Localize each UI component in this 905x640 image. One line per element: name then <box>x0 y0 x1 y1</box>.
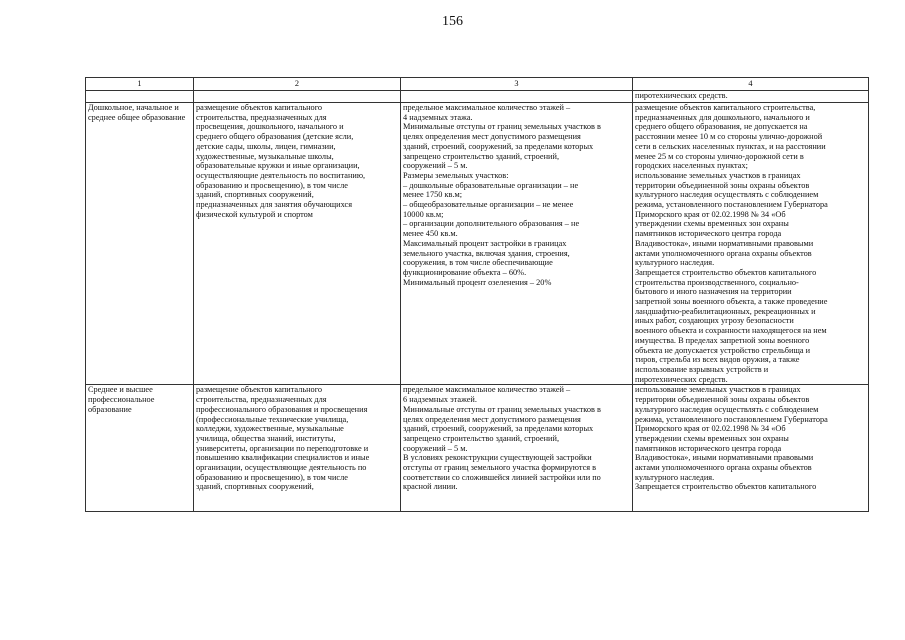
continuation-row <box>86 91 869 103</box>
column-number-2: 2 <box>194 78 401 91</box>
text-line: В условиях реконструкции существующей застройки <box>403 453 592 463</box>
text-line: культурного наследия. <box>635 258 715 268</box>
text-line: зданий, спортивных сооружений, <box>196 190 314 200</box>
table-row <box>86 385 869 512</box>
text-line: актами уполномоченного органа охраны объектов <box>635 463 812 473</box>
text-line: Запрещается строительство объектов капитального <box>635 482 817 492</box>
column-number-3: 3 <box>401 78 633 91</box>
text-line: территории объединенной зоны охраны объектов <box>635 395 810 405</box>
text-line: размещение объектов капитального <box>196 385 323 395</box>
text-line: предельное максимальное количество этажей – <box>403 385 571 395</box>
text-line: памятников исторического центра города <box>635 443 782 453</box>
text-line: утверждении схемы временных зон охраны <box>635 433 789 443</box>
text-line: тиров, стрельба из всех видов оружия, а также <box>635 355 800 365</box>
text-line: режима, установленного постановлением Губернатора <box>635 200 828 210</box>
column-number-4: 4 <box>633 78 869 91</box>
text-line: Приморского края от 02.02.1998 № 34 «Об <box>635 209 786 219</box>
text-line: Максимальный процент застройки в границах <box>403 238 567 248</box>
text-line: детские сады, школы, лицеи, гимназии, <box>196 141 336 151</box>
text-line: зданий, строений, сооружений, за пределами которых <box>403 141 594 151</box>
text-line: Минимальные отступы от границ земельных участков в <box>403 122 601 132</box>
restrictions-cell <box>633 385 869 512</box>
text-line: повышению квалификации специалистов и иные <box>196 453 370 463</box>
text-line: менее 1750 кв.м; <box>403 190 463 200</box>
text-line: осуществляющие деятельность по воспитанию, <box>196 170 366 180</box>
text-line: целях определения мест допустимого размещения <box>403 414 581 424</box>
table-row <box>86 103 869 385</box>
text-line: художественные, музыкальные школы, <box>196 151 334 161</box>
text-line: культурного наследия осуществлять с соблюдением <box>635 190 819 200</box>
text-line: актами уполномоченного органа охраны объектов <box>635 248 812 258</box>
text-line: режима, установленного постановлением Губернатора <box>635 414 828 424</box>
text-line: строительства производственного, социально- <box>635 277 799 287</box>
text-line: пиротехнических средств. <box>635 374 728 384</box>
text-line: сооружения, в том числе обеспечивающие <box>403 258 553 268</box>
text-line: красной линии. <box>403 482 458 492</box>
text-line: профессионального образования и просвещения <box>196 404 368 414</box>
text-line: земельного участка, включая здания, строения, <box>403 248 570 258</box>
text-line: среднее общее образование <box>88 112 186 122</box>
text-line: 4 надземных этажа. <box>403 112 473 122</box>
text-line: менее 450 кв.м. <box>403 229 458 239</box>
text-line: Размеры земельных участков: <box>403 170 509 180</box>
text-line: территории объединенной зоны охраны объектов <box>635 180 810 190</box>
text-line: функционирование объекта – 60%. <box>403 267 527 277</box>
text-line: расстоянии менее 10 м со стороны улично-дорожной <box>635 132 823 142</box>
text-line: училища, общества знаний, институты, <box>196 433 336 443</box>
text-line: среднего общего образования, не допускается на <box>635 122 808 132</box>
regulations-table <box>85 77 869 512</box>
parameters-cell <box>401 385 633 512</box>
text-line: иных работ, создающих угрозу безопасности <box>635 316 794 326</box>
text-line: использование земельных участков в границах <box>635 170 801 180</box>
text-line: зданий, спортивных сооружений, <box>196 482 314 492</box>
text-line: предназначенных для дошкольного, начального и <box>635 112 810 122</box>
text-line: ландшафтно-реабилитационных, рекреационных и <box>635 306 816 316</box>
column-number-1: 1 <box>86 78 194 91</box>
text-line: размещение объектов капитального строительства, <box>635 103 816 112</box>
text-line: просвещения, дошкольного, начального и <box>196 122 344 132</box>
text-line: запрещено строительство зданий, строений, <box>403 433 560 443</box>
text-line: зданий, строений, сооружений, за пределами которых <box>403 424 594 434</box>
text-line: образованию и просвещению), в том числе <box>196 472 348 482</box>
text-line: образование <box>88 404 132 414</box>
text-line: Среднее и высшее <box>88 385 153 395</box>
page-number: 156 <box>442 14 463 29</box>
text-line: городских населенных пунктах; <box>635 161 748 171</box>
text-line: сооружений – 5 м. <box>403 161 468 171</box>
text-line: запрещено строительство зданий, строений, <box>403 151 560 161</box>
text-line: утверждении схемы временных зон охраны <box>635 219 789 229</box>
text-line: профессиональное <box>88 395 155 405</box>
text-line: образованию и просвещению), в том числе <box>196 180 348 190</box>
text-line: культурного наследия осуществлять с соблюдением <box>635 404 819 414</box>
land-use-type-cell <box>86 103 194 385</box>
text-line: размещение объектов капитального <box>196 103 323 112</box>
text-line: Приморского края от 02.02.1998 № 34 «Об <box>635 424 786 434</box>
table-header-row <box>86 78 869 91</box>
continuation-cell-3 <box>401 91 633 103</box>
text-line: – дошкольные образовательные организации – не <box>403 180 579 190</box>
text-line: – общеобразовательные организации – не менее <box>403 200 574 210</box>
text-line: Дошкольное, начальное и <box>88 103 179 112</box>
permitted-use-description-cell <box>194 385 401 512</box>
text-line: Запрещается строительство объектов капитального <box>635 267 817 277</box>
text-line: военного объекта и сохранности находящегося на нем <box>635 326 827 336</box>
text-line: памятников исторического центра города <box>635 229 782 239</box>
restrictions-cell <box>633 103 869 385</box>
text-line: сооружений – 5 м. <box>403 443 468 453</box>
text-line: запретной зоны военного объекта, а также проведение <box>635 297 828 307</box>
text-line: Минимальный процент озеленения – 20% <box>403 277 552 287</box>
text-line: предельное максимальное количество этажей – <box>403 103 571 112</box>
text-line: колледжи, художественные, музыкальные <box>196 424 344 434</box>
text-line: 10000 кв.м; <box>403 209 444 219</box>
text-line: строительства, предназначенных для <box>196 395 327 405</box>
text-line: организации, осуществляющие деятельность по <box>196 463 367 473</box>
text-line: использование земельных участков в границах <box>635 385 801 395</box>
continuation-cell-4: пиротехнических средств. <box>633 91 869 103</box>
text-line: целях определения мест допустимого размещения <box>403 132 581 142</box>
parameters-cell <box>401 103 633 385</box>
continuation-cell-2 <box>194 91 401 103</box>
permitted-use-description-cell <box>194 103 401 385</box>
text-line: университеты, организации по переподготовке и <box>196 443 369 453</box>
text-line: предназначенных для занятия обучающихся <box>196 200 353 210</box>
text-line: Владивостока», иными нормативными правовыми <box>635 453 814 463</box>
text-line: – организации дополнительного образования – не <box>403 219 580 229</box>
text-line: 6 надземных этажей. <box>403 395 477 405</box>
text-line: использование взрывных устройств и <box>635 364 769 374</box>
text-line: Владивостока», иными нормативными правовыми <box>635 238 814 248</box>
text-line: среднего общего образования (детские ясли, <box>196 132 354 142</box>
text-line: соответствии со сложившейся линией застройки или по <box>403 472 601 482</box>
text-line: Минимальные отступы от границ земельных участков в <box>403 404 601 414</box>
land-use-type-cell <box>86 385 194 512</box>
text-line: имущества. В пределах запретной зоны военного <box>635 335 810 345</box>
text-line: сети в сельских населенных пунктах, и на расстоянии <box>635 141 826 151</box>
text-line: строительства, предназначенных для <box>196 112 327 122</box>
text-line: менее 25 м со стороны улично-дорожной сети в <box>635 151 804 161</box>
text-line: объекта не допускается устройство стрельбища и <box>635 345 811 355</box>
text-line: бытового и иного назначения на территории <box>635 287 792 297</box>
continuation-cell-1 <box>86 91 194 103</box>
text-line: физической культурой и спортом <box>196 209 313 219</box>
text-line: образовательные кружки и иные организации, <box>196 161 360 171</box>
text-line: (профессиональные технические училища, <box>196 414 349 424</box>
text-line: культурного наследия. <box>635 472 715 482</box>
text-line: отступы от границ земельного участка формируются в <box>403 463 597 473</box>
